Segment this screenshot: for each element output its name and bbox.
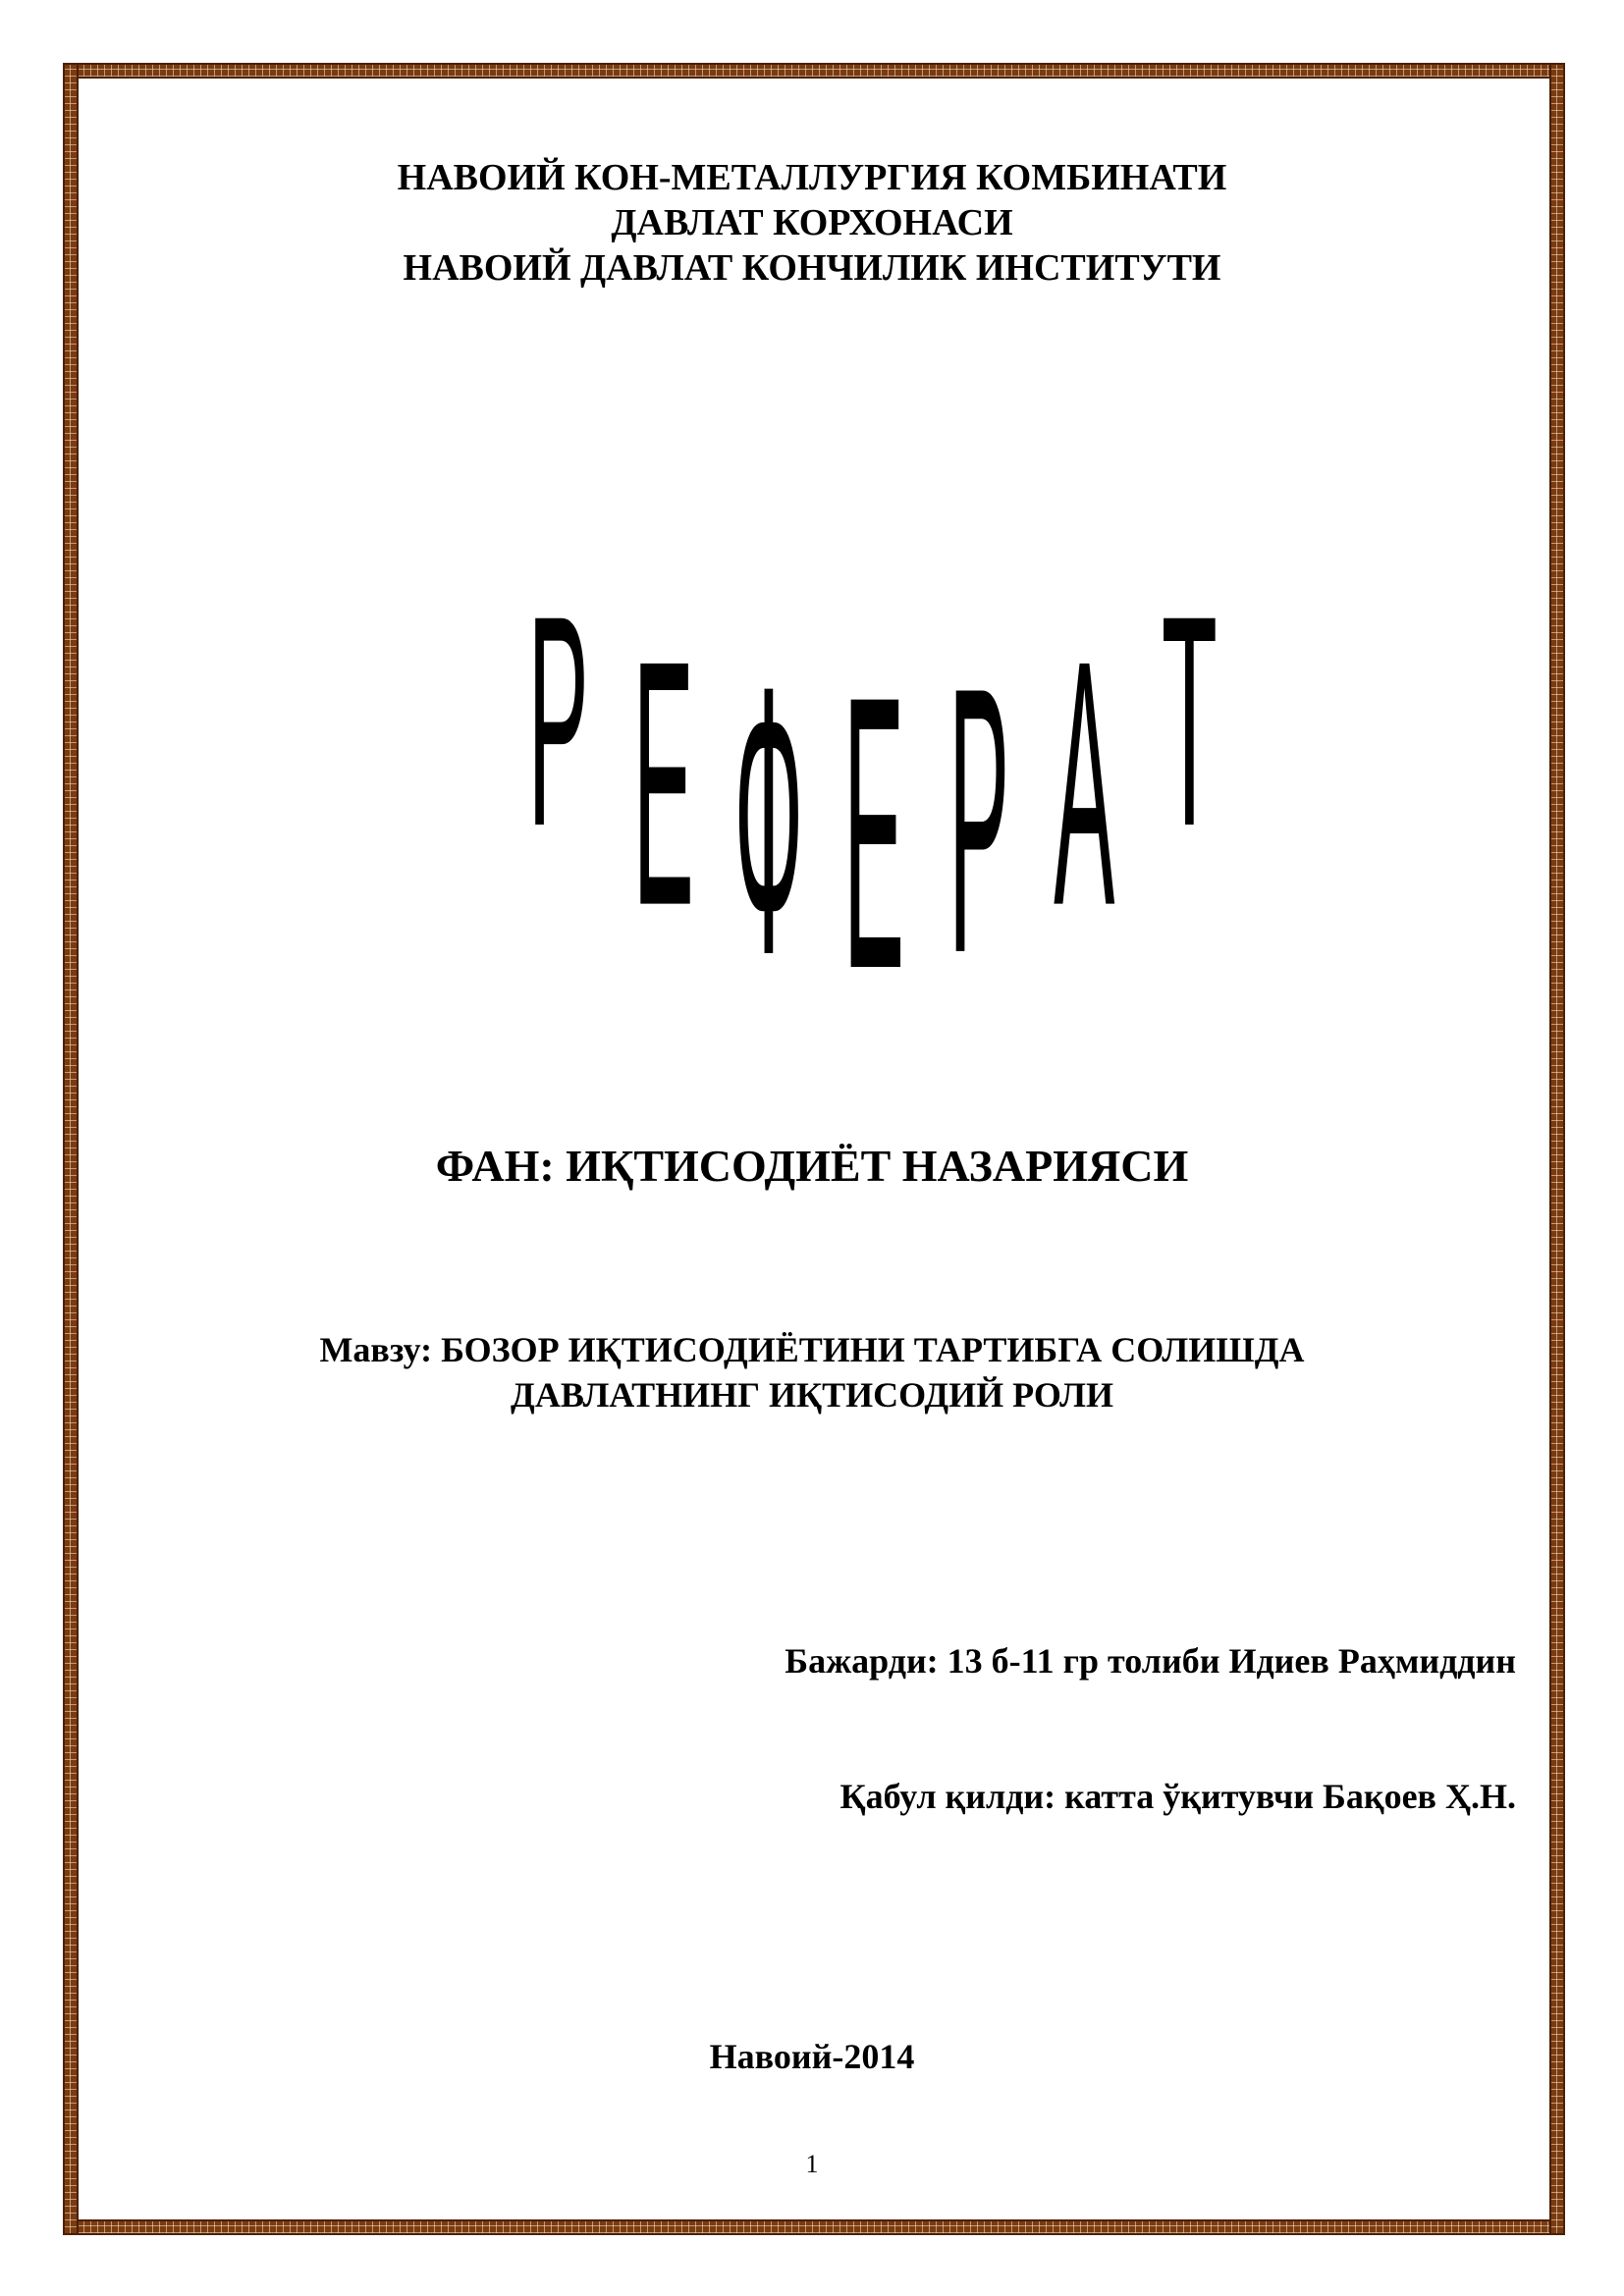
decorative-border-top [63, 63, 1565, 79]
title-letter: Т [1161, 554, 1218, 888]
document-title [0, 550, 1624, 1001]
institution-line-1: НАВОИЙ КОН-МЕТАЛЛУРГИЯ КОМБИНАТИ [397, 157, 1227, 198]
institution-line-3: НАВОИЙ ДАВЛАТ КОНЧИЛИК ИНСТИТУТИ [403, 247, 1221, 289]
topic-heading [0, 1327, 1624, 1417]
title-letter: Е [842, 615, 905, 1001]
institution-header [0, 155, 1624, 291]
decorative-border-bottom [63, 2219, 1565, 2235]
title-wordart [0, 550, 1624, 1001]
page-number: 1 [805, 2150, 819, 2178]
subject-heading: ФАН: ИҚТИСОДИЁТ НАЗАРИЯСИ [435, 1141, 1189, 1191]
receiver-line: Қабул қилди: катта ўқитувчи Бақоев Ҳ.Н. [839, 1777, 1516, 1816]
title-letter: Р [527, 554, 589, 888]
topic-line-2: ДАВЛАТНИНГ ИҚТИСОДИЙ РОЛИ [511, 1375, 1113, 1415]
title-letter: Ф [733, 610, 804, 1001]
title-letter: Р [948, 610, 1010, 1001]
title-letter: Е [632, 589, 694, 980]
performer-line: Бажарди: 13 б-11 гр толиби Идиев Раҳмиддин [785, 1641, 1516, 1681]
city-year: Навоий-2014 [709, 2037, 915, 2076]
title-letter: А [1054, 589, 1115, 980]
institution-line-2: ДАВЛАТ КОРХОНАСИ [611, 202, 1013, 243]
topic-line-1: Мавзу: БОЗОР ИҚТИСОДИЁТИНИ ТАРТИБГА СОЛИШДА [319, 1330, 1305, 1369]
